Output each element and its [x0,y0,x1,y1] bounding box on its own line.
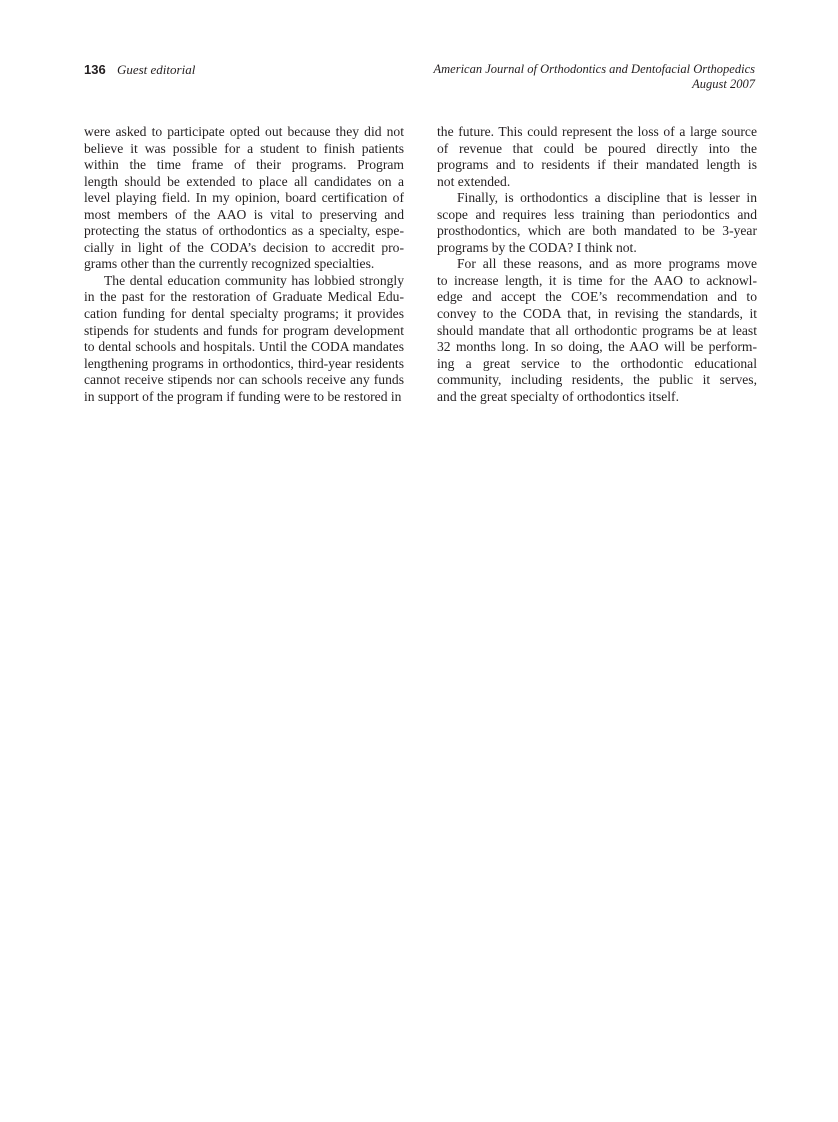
section-title: Guest editorial [116,62,196,77]
text-line: stipends for students and funds for program development [84,322,404,338]
text-line: Finally, is orthodontics a discipline that is lesser in [457,190,757,206]
text-line: cannot receive stipends nor can schools receive any funds [84,372,404,388]
left-column [84,124,404,405]
text-line: to dental schools and hospitals. Until the CODA mandates [84,339,404,355]
text-line: the future. This could represent the loss of a large source [437,124,757,139]
text-line: The dental education community has lobbied strongly [104,272,404,288]
text-line: length should be extended to place all candidates on a [84,173,404,189]
page-number: 136 [84,62,106,77]
text-line: lengthening programs in orthodontics, third-year residents [84,355,404,371]
text-line: ing a great service to the orthodontic educational [437,355,757,371]
text-line: in the past for the restoration of Graduate Medical Edu- [84,289,404,305]
running-header-right [434,62,756,91]
text-line: programs by the CODA? I think not. [437,239,637,255]
running-header-left [84,62,195,78]
text-line: to increase length, it is time for the AAO to acknowl- [437,272,757,288]
text-line: community, including residents, the public it serves, [437,372,757,388]
text-line: cially in light of the CODA’s decision to accredit pro- [84,239,404,255]
text-line: protecting the status of orthodontics as a specialty, espe- [84,223,404,239]
text-line: convey to the CODA that, in revising the standards, it [437,306,757,322]
text-line: 32 months long. In so doing, the AAO will be perform- [437,339,757,355]
text-line: programs and to residents if their mandated length is [437,157,757,173]
text-line: prosthodontics, which are both mandated to be 3-year [437,223,757,239]
text-line: within the time frame of their programs. Program [84,157,404,173]
journal-title: American Journal of Orthodontics and Dentofacial Orthopedics [433,62,755,76]
text-line: were asked to participate opted out because they did not [84,124,404,139]
text-line: For all these reasons, and as more programs move [457,256,757,272]
text-line: edge and accept the COE’s recommendation and to [437,289,757,305]
text-line: believe it was possible for a student to finish patients [84,140,404,156]
text-line: grams other than the currently recognized specialties. [84,256,375,272]
text-line: and the great specialty of orthodontics itself. [437,388,679,404]
text-line: not extended. [437,173,511,189]
text-line: should mandate that all orthodontic programs be at least [437,322,757,338]
text-line: of revenue that could be poured directly into the [437,140,757,156]
text-line: most members of the AAO is vital to preserving and [84,206,404,222]
issue-date: August 2007 [692,76,755,91]
text-line: cation funding for dental specialty programs; it provides [84,306,404,322]
right-column [437,124,757,405]
text-line: in support of the program if funding were to be restored in [84,388,402,404]
text-line: scope and requires less training than periodontics and [437,206,757,222]
text-line: level playing field. In my opinion, board certification of [84,190,404,206]
